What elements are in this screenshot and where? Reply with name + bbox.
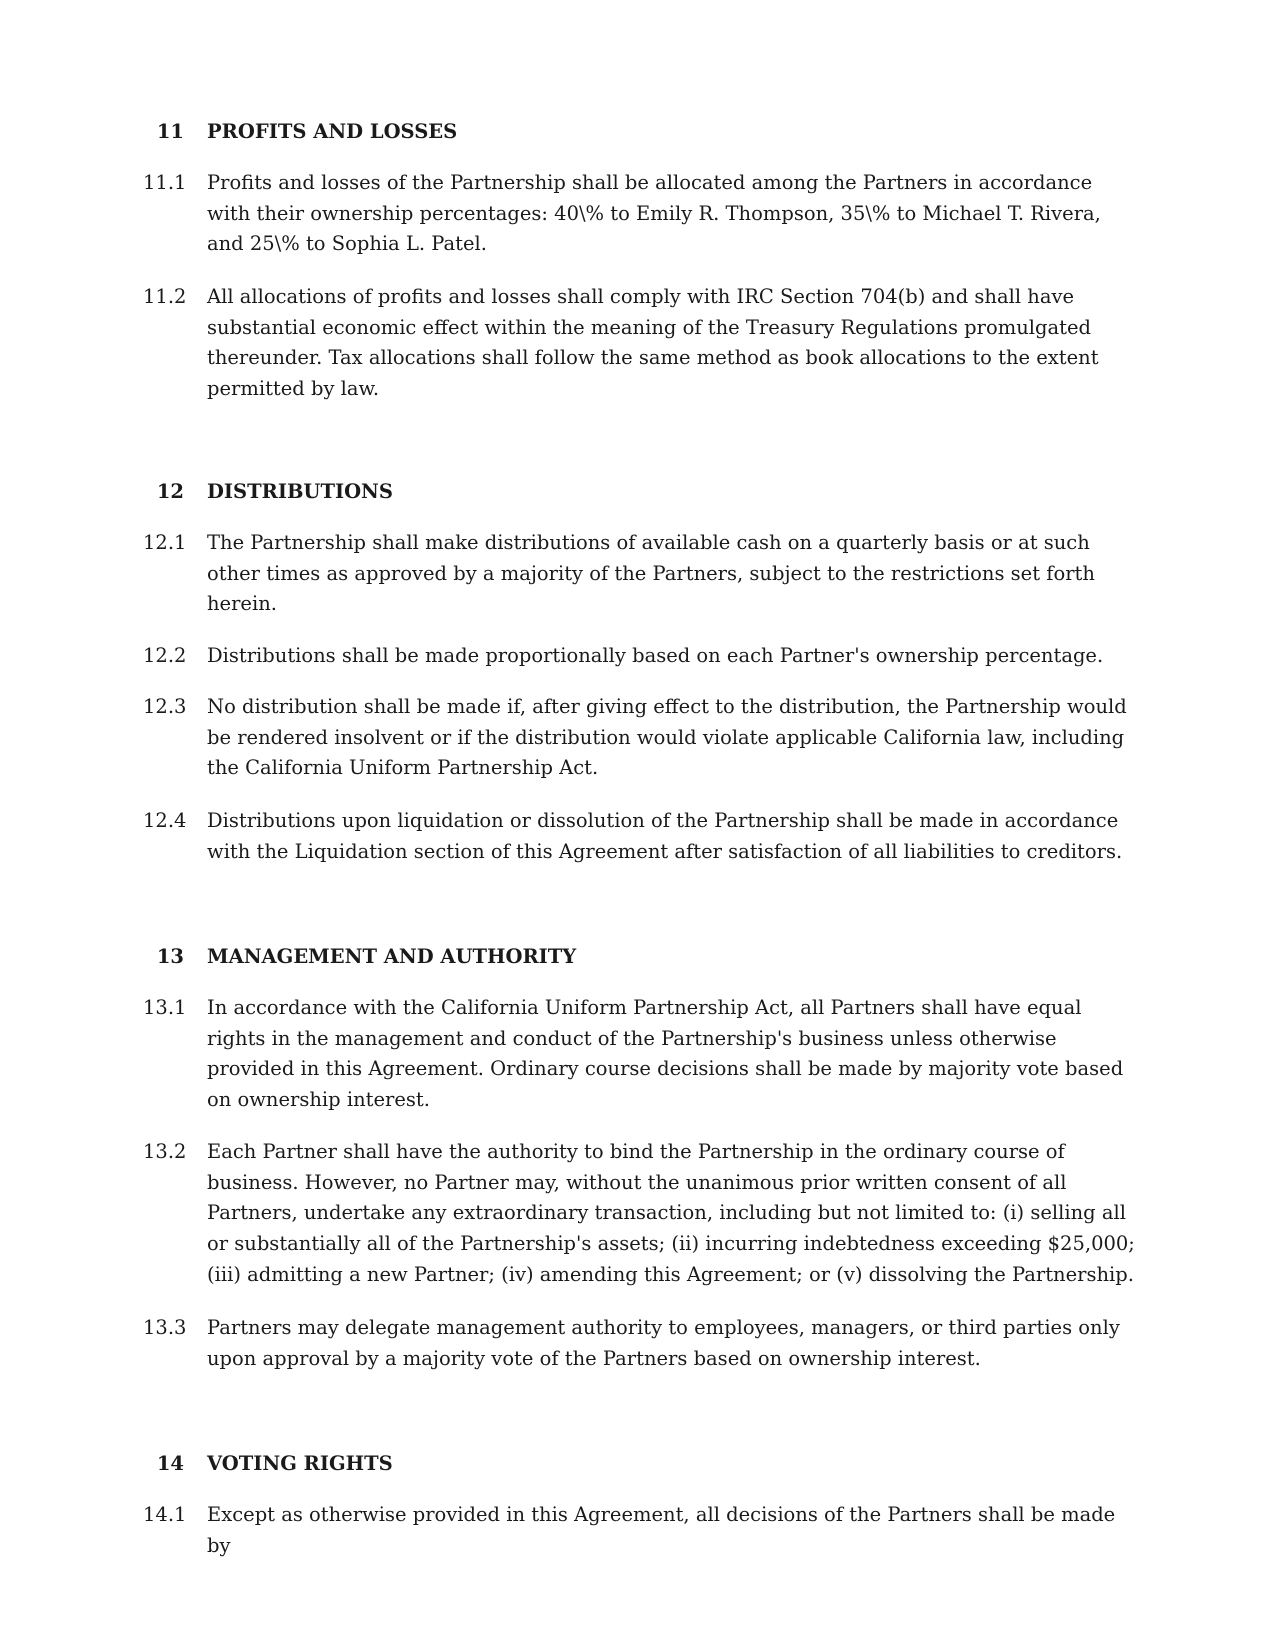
section-number: 11 — [156, 120, 184, 143]
clause-number: 13.3 — [143, 1316, 187, 1339]
clause-text: Distributions shall be made proportionally based on each Partner's ownership percentage. — [207, 644, 1104, 667]
section-heading-13 — [0, 942, 1275, 972]
clause-number: 14.1 — [143, 1503, 187, 1526]
section-title: VOTING RIGHTS — [207, 1452, 393, 1475]
clause-number: 12.4 — [143, 809, 187, 832]
section-title: PROFITS AND LOSSES — [207, 120, 458, 143]
section-number: 14 — [156, 1452, 184, 1475]
clause-number: 12.2 — [143, 644, 187, 667]
section-title: DISTRIBUTIONS — [207, 480, 393, 503]
clause-text: Each Partner shall have the authority to bind the Partnership in the ordinary course of business. However, no Partner may, without the unanimous prior written consent of all Partners, undertake any extraordinary transaction, including but not limited to: (i) selling all or substantially all of the Partnership's assets; (ii) incurring indebtedness exceeding $25,000; (iii) admitting a new Partner; (iv) amending this Agreement; or (v) dissolving the Partnership. — [207, 1140, 1135, 1286]
clause-number: 11.2 — [143, 285, 187, 308]
clause-number: 12.3 — [143, 695, 187, 718]
clause-text: Partners may delegate management authority to employees, managers, or third parties only upon approval by a majority vote of the Partners based on ownership interest. — [207, 1316, 1120, 1370]
clause-text: No distribution shall be made if, after giving effect to the distribution, the Partnership would be rendered insolvent or if the distribution would violate applicable California law, including the California Uniform Partnership Act. — [207, 695, 1127, 780]
clause-text: All allocations of profits and losses shall comply with IRC Section 704(b) and shall have substantial economic effect within the meaning of the Treasury Regulations promulgated thereunder. Tax allocations shall follow the same method as book allocations to the extent permitted by law. — [207, 285, 1099, 401]
clause-text: The Partnership shall make distributions of available cash on a quarterly basis or at such other times as approved by a majority of the Partners, subject to the restrictions set forth herein. — [207, 531, 1095, 616]
section-number: 12 — [156, 480, 184, 503]
clause-text: Distributions upon liquidation or dissolution of the Partnership shall be made in accordance with the Liquidation section of this Agreement after satisfaction of all liabilities to creditors. — [207, 809, 1123, 863]
section-title: MANAGEMENT AND AUTHORITY — [207, 945, 577, 968]
section-number: 13 — [156, 945, 184, 968]
section-heading-12 — [0, 477, 1275, 507]
clause-number: 11.1 — [143, 171, 187, 194]
section-heading-11 — [0, 117, 1275, 147]
clause-text: Profits and losses of the Partnership shall be allocated among the Partners in accordance with their ownership percentages: 40\% to Emily R. Thompson, 35\% to Michael T. Rivera, and 25\% to Sophia L. Patel. — [207, 171, 1101, 256]
clause-number: 13.1 — [143, 996, 187, 1019]
section-heading-14 — [0, 1449, 1275, 1479]
clause-number: 12.1 — [143, 531, 187, 554]
clause-number: 13.2 — [143, 1140, 187, 1163]
clause-text: Except as otherwise provided in this Agreement, all decisions of the Partners shall be made by — [207, 1503, 1116, 1557]
clause-text: In accordance with the California Uniform Partnership Act, all Partners shall have equal rights in the management and conduct of the Partnership's business unless otherwise provided in this Agreement. Ordinary course decisions shall be made by majority vote based on ownership interest. — [207, 996, 1124, 1112]
